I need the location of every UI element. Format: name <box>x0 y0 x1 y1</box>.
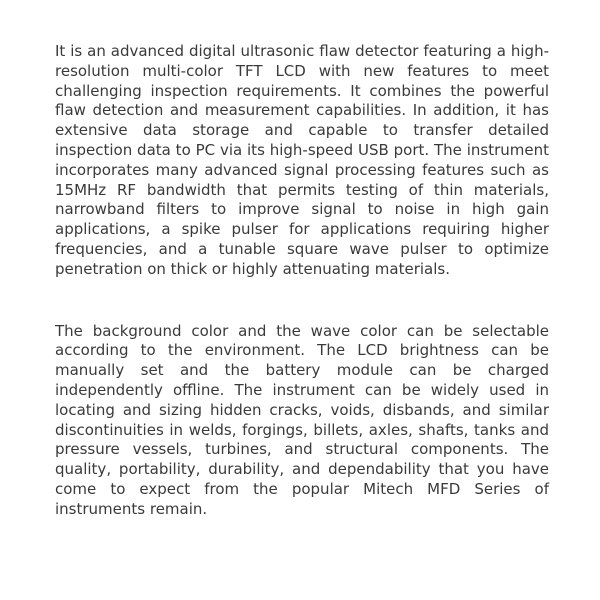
paragraph-features: The background color and the wave color can be selectable according to the environment. The LCD brightness can be manually set and the battery module can be charged independently offline. The instrument can be widely used in locating and sizing hidden cracks, voids, disbands, and similar discontinuities in welds, forgings, billets, axles, shafts, tanks and pressure vessels, turbines, and structural components. The quality, portability, durability, and dependability that you have come to expect from the popular Mitech MFD Series of instruments remain. <box>55 321 549 518</box>
paragraph-intro: It is an advanced digital ultrasonic flaw detector featuring a high-resolution multi-color TFT LCD with new features to meet challenging inspection requirements. It combines the powerful flaw detection and measurement capabilities. In addition, it has extensive data storage and capable to transfer detailed inspection data to PC via its high-speed USB port. The instrument incorporates many advanced signal processing features such as 15MHz RF bandwidth that permits testing of thin materials, narrowband filters to improve signal to noise in high gain applications, a spike pulser for applications requiring higher frequencies, and a tunable square wave pulser to optimize penetration on thick or highly attenuating materials. <box>55 42 549 278</box>
document-body <box>55 42 549 520</box>
